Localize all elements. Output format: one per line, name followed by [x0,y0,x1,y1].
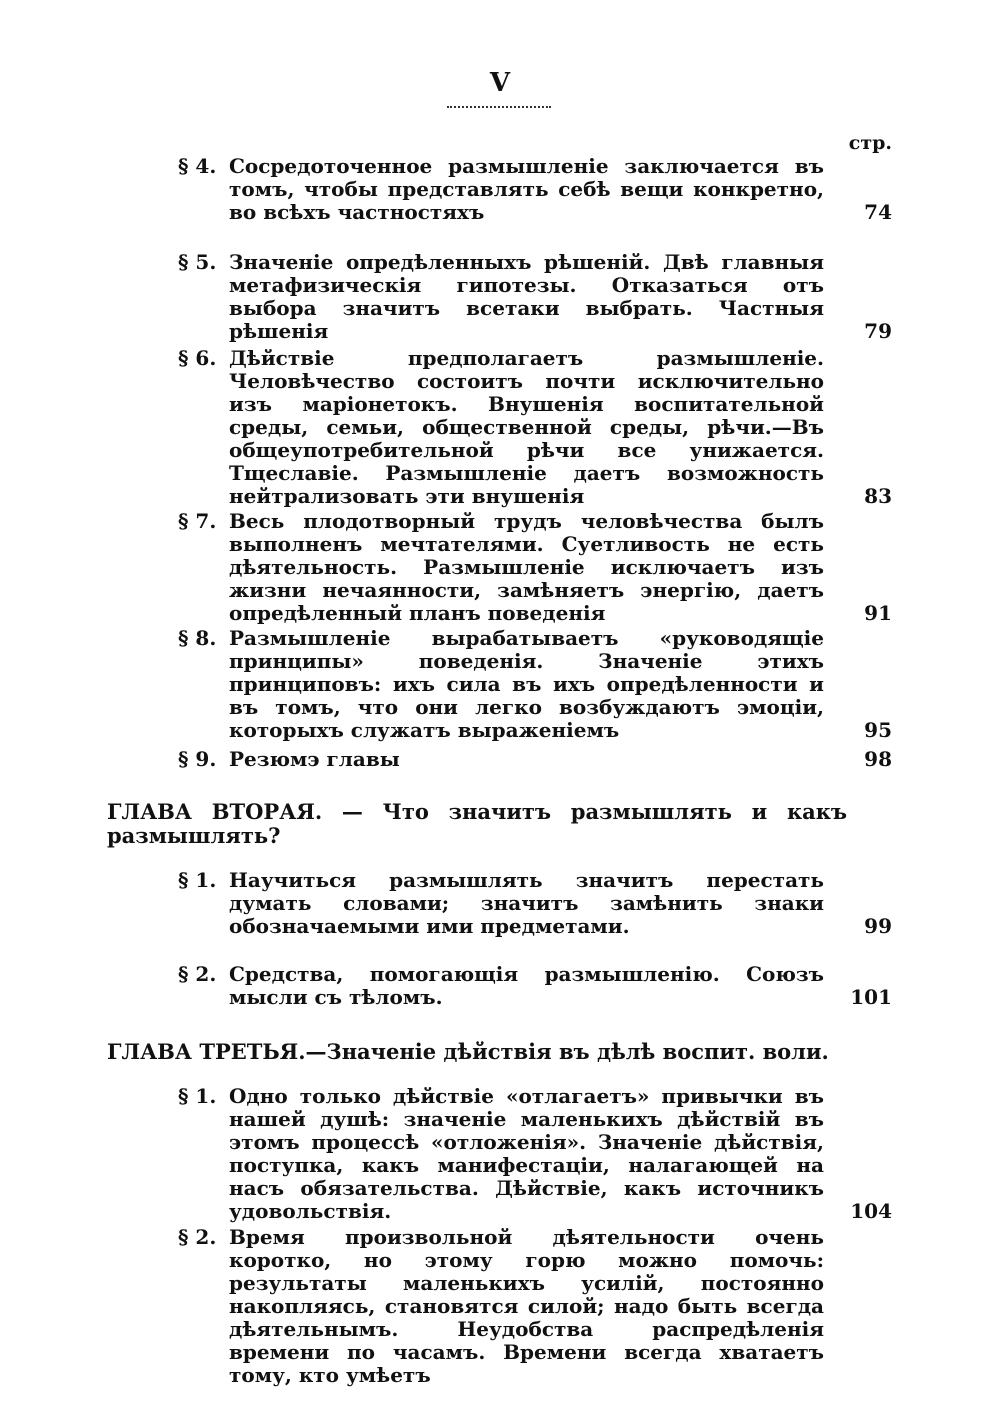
page-ref: 95 [864,718,892,742]
chapter-3-heading[interactable]: ГЛАВА ТРЕТЬЯ.—Значеніе дѣйствія въ дѣлѣ воспит. воли. [107,1039,829,1064]
page-ref: 99 [864,914,892,938]
toc-entry-ch3-s1[interactable] [178,1085,892,1223]
section-text: Значеніе опредѣленныхъ рѣшеній. Двѣ главныя метафизическія гипотезы. Отказаться отъ выбора значитъ всетаки выбрать. Частныя рѣшенія [229,250,824,343]
section-number: § 1. [178,1084,217,1108]
toc-entry-ch2-s2[interactable] [178,963,892,1009]
page-column-label: стр. [848,132,892,154]
toc-entry-s5[interactable] [178,251,892,343]
page-ref: 101 [850,985,892,1009]
toc-entry-s6[interactable] [178,347,892,508]
section-number: § 9. [178,747,217,771]
toc-entry-ch3-s2[interactable] [178,1226,892,1387]
section-text: Научиться размышлять значитъ перестать думать словами; значитъ замѣнить знаки обозначаемыми ими предметами. [229,868,824,938]
section-text: Резюмэ главы [229,747,400,771]
toc-entry-s8[interactable] [178,627,892,742]
page-ref: 91 [864,601,892,625]
page-ref: 74 [864,200,892,224]
section-text: Весь плодотворный трудъ человѣчества былъ выполненъ мечтателями. Суетливость не есть дѣятельность. Размышленіе исключаетъ изъ жизни нечаянности, замѣняетъ энергію, даетъ опредѣленный планъ поведенія [229,509,824,625]
page-number: V [489,68,511,98]
chapter-2-heading[interactable]: ГЛАВА ВТОРАЯ. — Что значитъ размышлять и какъ размышлять? [107,799,847,848]
section-text: Одно только дѣйствіе «отлагаетъ» привычки въ нашей душѣ: значеніе маленькихъ дѣйствій въ этомъ процессѣ «отложенія». Значеніе дѣйствія, поступка, какъ манифестаціи, налагающей на насъ обязательства. Дѣйствіе, какъ источникъ удовольствія. [229,1084,824,1223]
toc-entry-s4[interactable] [178,155,892,224]
section-text: Средства, помогающія размышленію. Союзъ мысли съ тѣломъ. [229,962,824,1009]
section-number: § 1. [178,868,217,892]
section-number: § 2. [178,1225,217,1249]
page-ref: 98 [864,747,892,771]
section-number: § 4. [178,154,217,178]
section-number: § 6. [178,346,217,370]
page-ref: 83 [864,484,892,508]
section-text: Время произвольной дѣятельности очень коротко, но этому горю можно помочь: результаты маленькихъ усилій, постоянно накопляясь, становятся силой; надо быть всегда дѣятельнымъ. Неудобства распредѣленія времени по часамъ. Времени всегда хватаетъ тому, кто умѣетъ [229,1225,824,1387]
page-ref: 79 [864,319,892,343]
section-number: § 8. [178,626,217,650]
toc-entry-s9[interactable] [178,748,892,771]
section-number: § 5. [178,250,217,274]
section-number: § 2. [178,962,217,986]
section-text: Размышленіе вырабатываетъ «руководящіе принципы» поведенія. Значеніе этихъ принциповъ: ихъ сила въ ихъ опредѣленности и въ томъ, что они легко возбуждаютъ эмоціи, которыхъ служатъ выраженіемъ [229,626,824,742]
toc-entry-s7[interactable] [178,510,892,625]
section-text: Сосредоточенное размышленіе заключается въ томъ, чтобы представлять себѣ вещи конкретно, во всѣхъ частностяхъ [229,154,824,224]
page-ref: 104 [850,1199,892,1223]
section-number: § 7. [178,509,217,533]
header-rule [447,106,551,108]
toc-entry-ch2-s1[interactable] [178,869,892,938]
section-text: Дѣйствіе предполагаетъ размышленіе. Человѣчество состоитъ почти исключительно изъ маріонетокъ. Внушенія воспитательной среды, семьи, общественной среды, рѣчи.—Въ общеупотребительной рѣчи все унижается. Тщеславіе. Размышленіе даетъ возможность нейтрализовать эти внушенія [229,346,824,508]
